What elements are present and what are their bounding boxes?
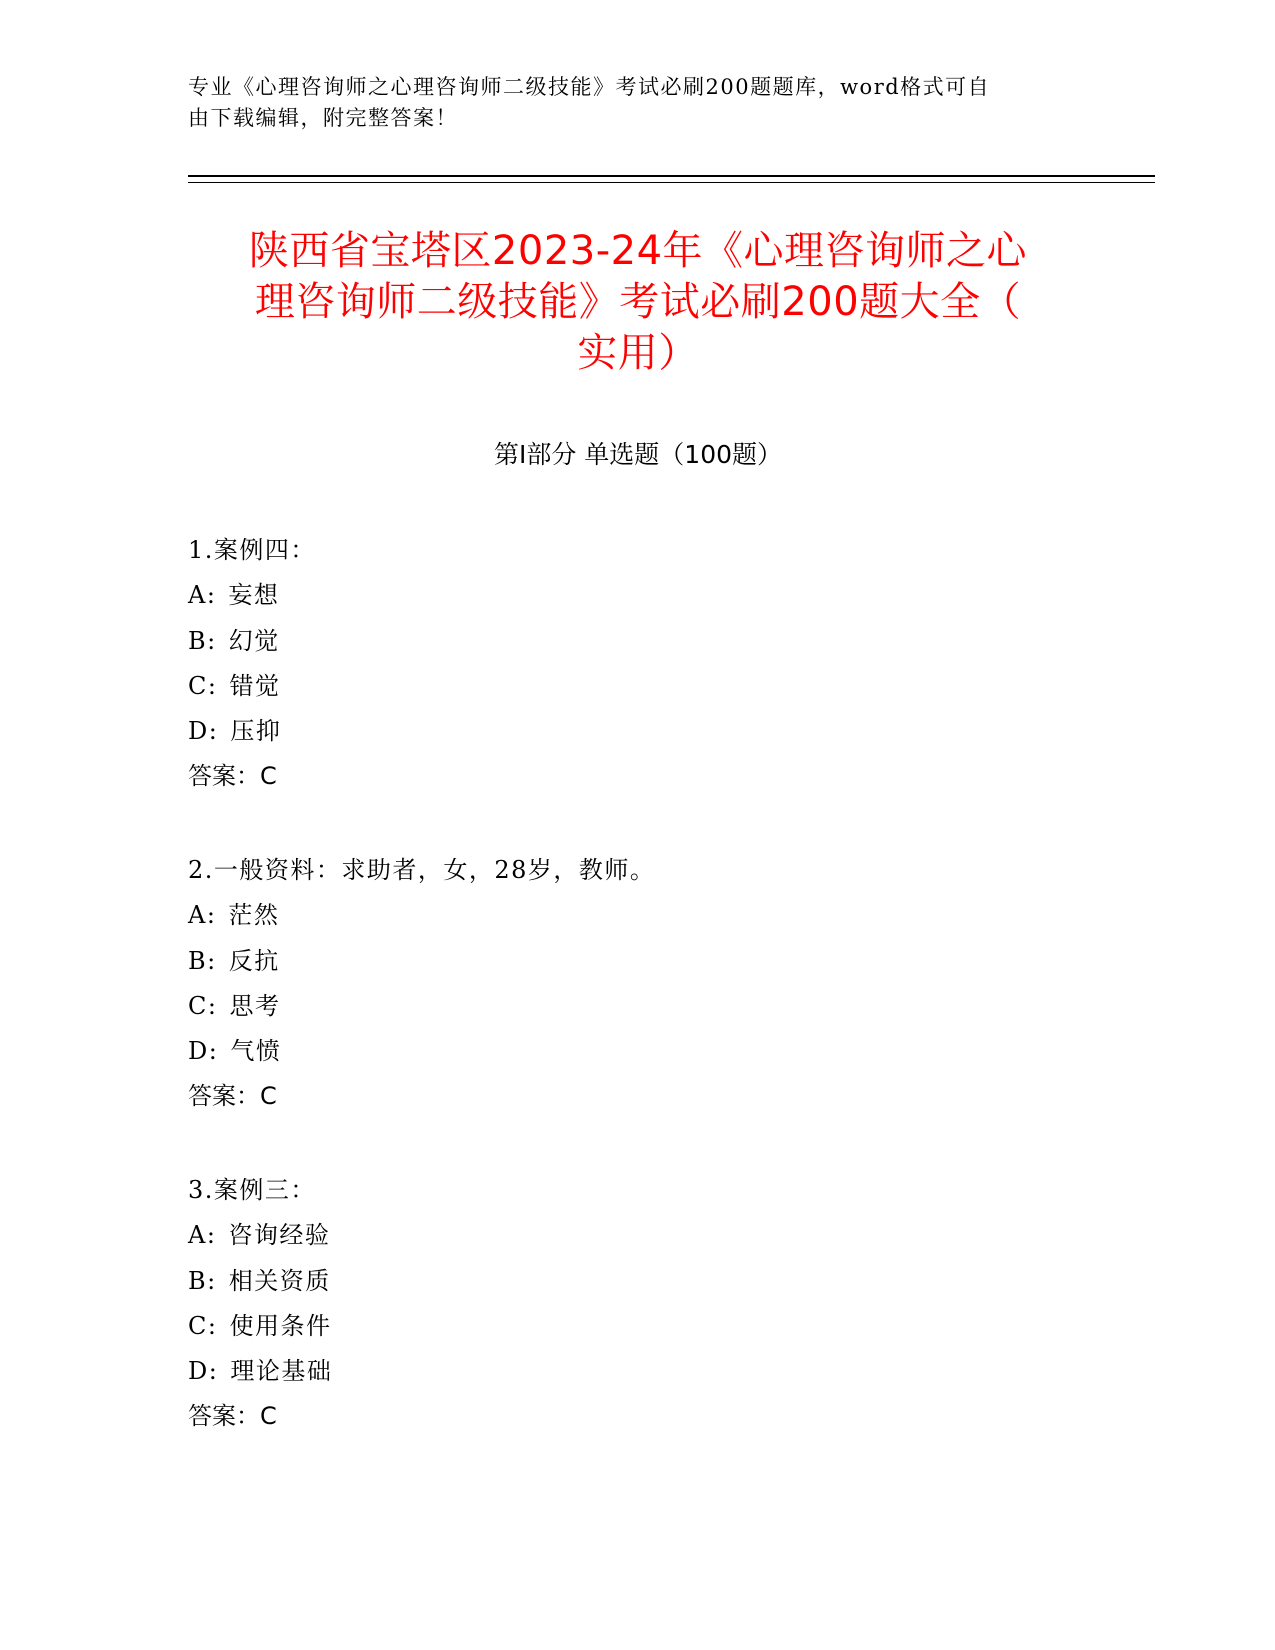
document-title [188, 226, 1088, 379]
option-text: 压抑 [230, 717, 282, 746]
answer-line: 答案：C [188, 1402, 277, 1431]
option-letter: B: [188, 626, 217, 655]
option-text: 反抗 [228, 946, 280, 975]
document-title-line-1: 陕西省宝塔区2023-24年《心理咨询师之心 [248, 228, 1028, 274]
option-b [188, 619, 1088, 664]
option-text: 咨询经验 [228, 1221, 331, 1250]
option-letter: A: [188, 901, 217, 930]
option-text: 使用条件 [229, 1311, 332, 1340]
option-text: 幻觉 [228, 626, 280, 655]
option-b [188, 939, 1088, 984]
section-heading: 第Ⅰ部分 单选题（100题） [493, 440, 783, 469]
option-letter: C: [188, 671, 218, 700]
header-divider-thin [188, 182, 1155, 183]
option-text: 相关资质 [228, 1266, 331, 1295]
question-block [188, 528, 1088, 800]
option-letter: B: [188, 946, 217, 975]
answer-line: 答案：C [188, 1082, 277, 1111]
option-text: 气愤 [230, 1037, 282, 1066]
option-letter: B: [188, 1266, 217, 1295]
option-d [188, 1029, 1088, 1074]
document-title-line-2: 理咨询师二级技能》考试必刷200题大全（ [254, 279, 1022, 325]
option-c [188, 664, 1088, 709]
option-d [188, 709, 1088, 754]
option-text: 思考 [229, 991, 281, 1020]
option-letter: D: [188, 1357, 219, 1386]
question-stem: 2.一般资料：求助者，女，28岁，教师。 [188, 856, 656, 884]
option-letter: D: [188, 1037, 219, 1066]
header-divider-thick [188, 175, 1155, 177]
question-block [188, 848, 1088, 1120]
option-c [188, 1304, 1088, 1349]
option-letter: A: [188, 581, 217, 610]
question-block [188, 1168, 1088, 1440]
option-b [188, 1259, 1088, 1304]
option-text: 茫然 [228, 901, 280, 930]
option-text: 理论基础 [230, 1357, 333, 1386]
option-letter: A: [188, 1221, 217, 1250]
option-a [188, 1213, 1088, 1258]
question-stem: 3.案例三： [188, 1176, 316, 1204]
question-stem: 1.案例四： [188, 536, 316, 564]
option-text: 妄想 [228, 581, 280, 610]
header-note-line-1: 专业《心理咨询师之心理咨询师二级技能》考试必刷200题题库，word格式可自 [188, 75, 991, 99]
option-a [188, 893, 1088, 938]
answer-line: 答案：C [188, 762, 277, 791]
option-letter: C: [188, 991, 218, 1020]
option-c [188, 984, 1088, 1029]
option-a [188, 573, 1088, 618]
option-letter: C: [188, 1311, 218, 1340]
document-title-line-3: 实用） [577, 330, 699, 376]
header-note [188, 72, 1088, 134]
header-note-line-2: 由下载编辑，附完整答案！ [188, 106, 458, 130]
option-letter: D: [188, 717, 219, 746]
option-text: 错觉 [229, 671, 281, 700]
option-d [188, 1349, 1088, 1394]
